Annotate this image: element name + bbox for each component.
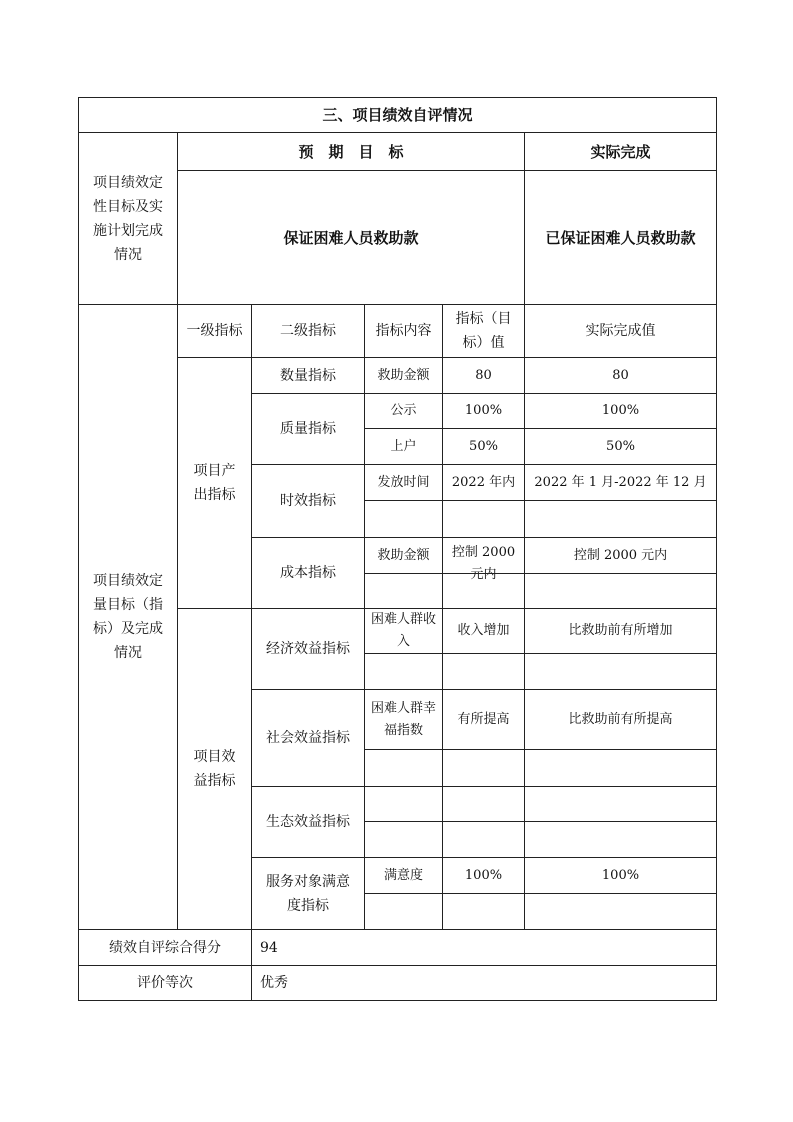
indicator-actual: 100%: [601, 867, 640, 883]
indicator-target-cell: [442, 357, 525, 394]
indicator-actual-cell: [524, 357, 717, 394]
indicator-target: 100%: [464, 867, 503, 883]
indicator-actual-cell: [524, 393, 717, 429]
quantitative-label-cell: [78, 304, 178, 930]
empty-cell-cell: [524, 893, 717, 930]
empty-cell-cell: [442, 500, 525, 538]
indicator-label-cell: [251, 608, 365, 690]
indicator-target: 80: [475, 367, 492, 383]
header-content-cell: [364, 304, 443, 358]
indicator-content-cell: [364, 357, 443, 394]
indicator-actual-cell: [524, 689, 717, 750]
grade-value: 优秀: [260, 975, 288, 991]
score-value-cell: [251, 929, 717, 966]
empty-cell-cell: [442, 821, 525, 858]
indicator-content-cell: [364, 689, 443, 750]
indicator-actual-cell: [524, 428, 717, 465]
empty-cell-cell: [442, 749, 525, 787]
expected-header: 预 期 目 标: [298, 142, 404, 161]
indicator-content-cell: [364, 393, 443, 429]
grade-label: 评价等次: [137, 975, 193, 991]
indicator-actual: 100%: [601, 403, 640, 418]
indicator-target: 50%: [469, 438, 498, 454]
indicator-label: 时效指标: [280, 493, 336, 509]
quantitative-label: 项目绩效定量目标（指标）及完成情况: [93, 573, 163, 661]
benefit-group-cell: [177, 608, 252, 930]
indicator-label-cell: [251, 786, 365, 858]
indicator-label: 数量指标: [280, 367, 336, 384]
indicator-target-cell: [442, 608, 525, 654]
qualitative-label: 项目绩效定性目标及实施计划完成情况: [93, 174, 163, 263]
expected-header-cell: [177, 132, 525, 171]
empty-cell-cell: [524, 749, 717, 787]
indicator-target-cell: [442, 537, 525, 582]
actual-completion-cell: [524, 170, 717, 305]
empty-cell-cell: [364, 573, 443, 609]
indicator-label: 经济效益指标: [266, 641, 350, 657]
section-title-cell: [78, 97, 717, 133]
header-target: 指标（目标）值: [455, 311, 512, 351]
indicator-target-cell: [442, 857, 525, 894]
indicator-label-cell: [251, 393, 365, 465]
empty-cell-cell: [364, 893, 443, 930]
indicator-target: 收入增加: [457, 623, 510, 638]
empty-cell-cell: [364, 786, 443, 822]
empty-cell-cell: [442, 653, 525, 690]
header-level2-cell: [251, 304, 365, 358]
indicator-content: 困难人群收入: [370, 612, 436, 649]
empty-cell-cell: [524, 786, 717, 822]
indicator-label-cell: [251, 689, 365, 787]
score-label: 绩效自评综合得分: [109, 939, 221, 956]
header-actual: 实际完成值: [585, 323, 656, 339]
indicator-content: 困难人群幸福指数: [370, 700, 436, 738]
indicator-label-cell: [251, 357, 365, 394]
empty-cell-cell: [442, 786, 525, 822]
indicator-label-cell: [251, 857, 365, 930]
empty-cell-cell: [364, 749, 443, 787]
indicator-target: 2022 年内: [451, 474, 516, 490]
output-group: 项目产出指标: [193, 463, 236, 503]
expected-goal-cell: [177, 170, 525, 305]
empty-cell-cell: [524, 653, 717, 690]
actual-header-cell: [524, 132, 717, 171]
empty-cell-cell: [364, 821, 443, 858]
indicator-label: 成本指标: [280, 565, 336, 581]
empty-cell-cell: [442, 573, 525, 609]
header-content: 指标内容: [375, 323, 432, 339]
indicator-actual: 控制 2000 元内: [573, 547, 668, 563]
header-actual-cell: [524, 304, 717, 358]
indicator-label: 质量指标: [280, 421, 336, 437]
indicator-target-cell: [442, 464, 525, 501]
indicator-label: 生态效益指标: [266, 814, 350, 830]
indicator-actual: 比救助前有所增加: [568, 623, 673, 638]
indicator-label: 社会效益指标: [266, 730, 350, 746]
indicator-content-cell: [364, 857, 443, 894]
indicator-content: 公示: [390, 403, 417, 418]
indicator-actual: 2022 年 1 月-2022 年 12 月: [534, 474, 707, 490]
indicator-content: 发放时间: [377, 474, 430, 490]
indicator-content-cell: [364, 537, 443, 574]
header-level2: 二级指标: [280, 323, 336, 339]
empty-cell-cell: [524, 500, 717, 538]
indicator-target: 有所提高: [457, 711, 510, 727]
output-group-cell: [177, 357, 252, 609]
grade-value-cell: [251, 965, 717, 1001]
actual-header: 实际完成: [590, 142, 651, 161]
indicator-content-cell: [364, 464, 443, 501]
indicator-actual-cell: [524, 537, 717, 574]
empty-cell-cell: [364, 653, 443, 690]
empty-cell-cell: [364, 500, 443, 538]
indicator-target-cell: [442, 393, 525, 429]
indicator-target: 100%: [464, 403, 503, 418]
header-level1-cell: [177, 304, 252, 358]
expected-goal: 保证困难人员救助款: [283, 228, 419, 247]
indicator-content: 救助金额: [377, 367, 430, 383]
indicator-label: 服务对象满意度指标: [266, 873, 350, 914]
header-target-cell: [442, 304, 525, 358]
empty-cell-cell: [442, 893, 525, 930]
indicator-target-cell: [442, 689, 525, 750]
grade-label-cell: [78, 965, 252, 1001]
indicator-content-cell: [364, 608, 443, 654]
benefit-group: 项目效益指标: [193, 749, 236, 789]
empty-cell-cell: [524, 821, 717, 858]
indicator-target: 控制 2000 元内: [451, 545, 516, 582]
score-label-cell: [78, 929, 252, 966]
indicator-actual: 50%: [606, 438, 635, 454]
indicator-actual-cell: [524, 464, 717, 501]
indicator-actual-cell: [524, 857, 717, 894]
indicator-label-cell: [251, 537, 365, 609]
indicator-actual-cell: [524, 608, 717, 654]
indicator-content: 满意度: [383, 867, 423, 883]
section-title: 三、项目绩效自评情况: [322, 106, 473, 124]
score-value: 94: [260, 939, 278, 956]
indicator-actual: 80: [612, 367, 629, 383]
indicator-content: 上户: [390, 438, 417, 454]
empty-cell-cell: [524, 573, 717, 609]
indicator-actual: 比救助前有所提高: [568, 711, 673, 727]
indicator-content: 救助金额: [377, 547, 430, 563]
header-level1: 一级指标: [186, 323, 243, 339]
indicator-label-cell: [251, 464, 365, 538]
actual-completion: 已保证困难人员救助款: [545, 228, 696, 247]
indicator-content-cell: [364, 428, 443, 465]
indicator-target-cell: [442, 428, 525, 465]
qualitative-label-cell: [78, 132, 178, 305]
